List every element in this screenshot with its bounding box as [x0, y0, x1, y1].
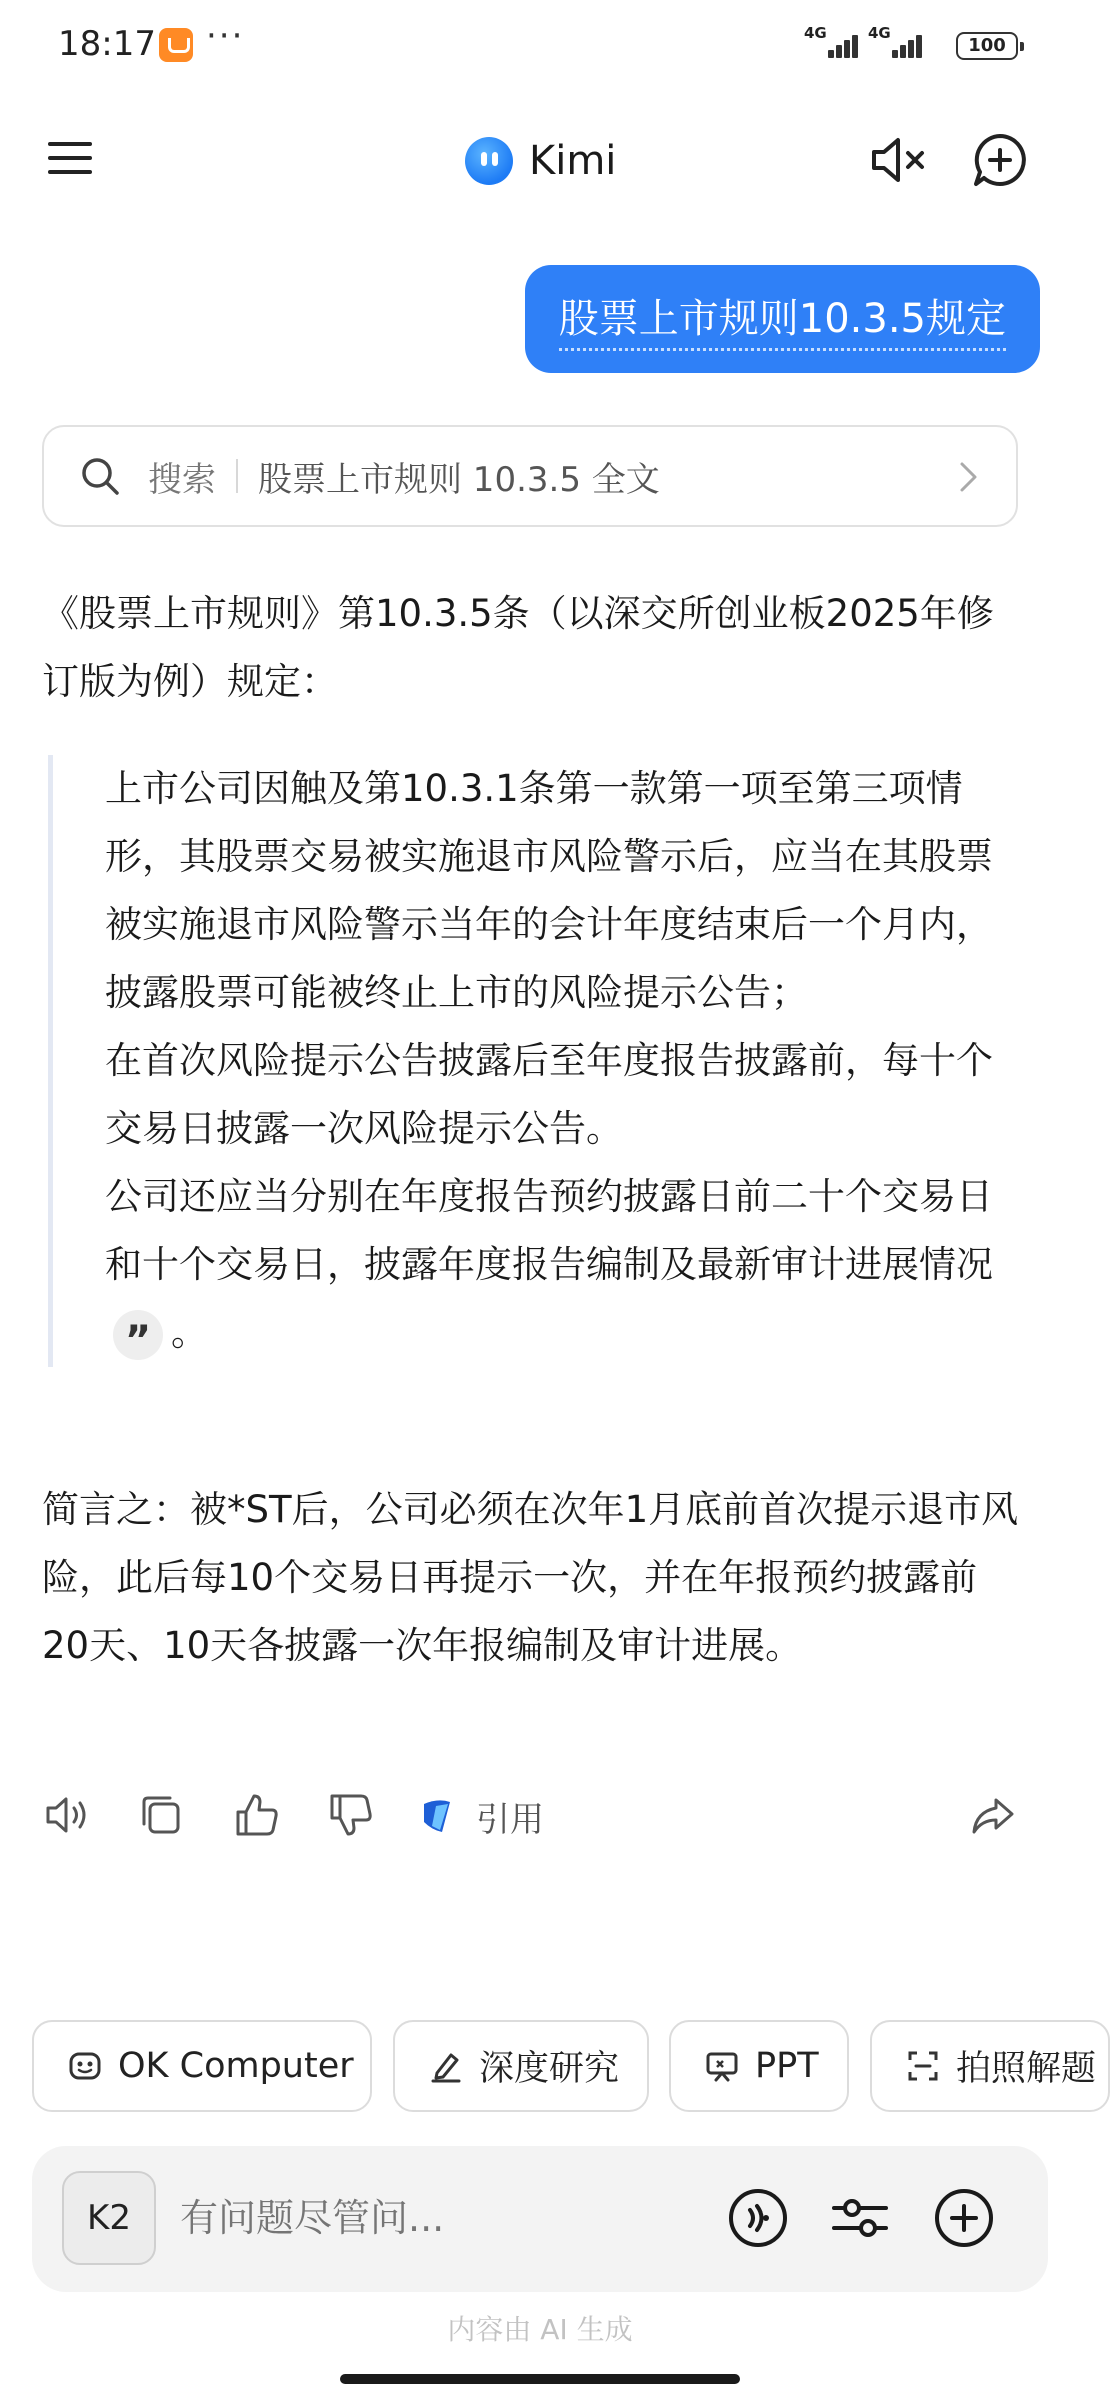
quote-paragraph: 在首次风险提示公告披露后至年度报告披露前，每十个交易日披露一次风险提示公告。 [105, 1039, 993, 1150]
model-selector-button[interactable]: K2 [62, 2171, 156, 2265]
chip-label: 拍照解题 [956, 2049, 1097, 2089]
quote-paragraph-last [105, 1163, 1020, 1367]
chevron-right-icon [958, 460, 980, 494]
chip-ok-computer[interactable] [32, 2020, 372, 2112]
new-chat-icon[interactable] [970, 130, 1030, 190]
shopping-app-icon [159, 28, 193, 62]
cite-button[interactable] [420, 1788, 544, 1844]
divider [236, 459, 238, 493]
user-message-text: 股票上市规则10.3.5规定 [559, 287, 1006, 351]
message-input[interactable] [180, 2186, 720, 2250]
answer-intro: 《股票上市规则》第10.3.5条（以深交所创业板2025年修订版为例）规定： [42, 592, 994, 703]
search-result-card[interactable] [42, 425, 1018, 527]
chip-label: PPT [755, 2046, 819, 2086]
quote-paragraph: 上市公司因触及第10.3.1条第一款第一项至第三项情形，其股票交易被实施退市风险警示后，应当在其股票被实施退市风险警示当年的会计年度结束后一个月内，披露股票可能被终止上市的风险提示公告； [105, 767, 993, 1014]
scan-icon [906, 2049, 940, 2083]
kimi-logo-icon [465, 137, 513, 185]
status-time: 18:17 [58, 24, 156, 64]
thumbs-up-icon[interactable] [232, 1790, 282, 1840]
presentation-icon [705, 2049, 739, 2083]
search-query: 股票上市规则 10.3.5 全文 [258, 459, 660, 500]
settings-sliders-icon[interactable] [828, 2186, 892, 2250]
signal-strength-icon: 4G [804, 26, 866, 62]
read-aloud-icon[interactable] [42, 1790, 92, 1840]
search-label: 搜索 [148, 459, 216, 500]
pen-icon [429, 2049, 463, 2083]
app-title: Kimi [529, 138, 617, 184]
chip-label: OK Computer [118, 2046, 354, 2086]
signal-strength-icon-2: 4G [868, 26, 930, 62]
thumbs-down-icon[interactable] [326, 1790, 376, 1840]
quick-actions-row [32, 2020, 1097, 2112]
message-composer [32, 2146, 1048, 2292]
chip-photo-solve[interactable] [870, 2020, 1110, 2112]
share-icon[interactable] [968, 1790, 1018, 1840]
voice-call-icon[interactable] [726, 2186, 790, 2250]
chip-deep-research[interactable] [393, 2020, 649, 2112]
cite-logo-icon [420, 1796, 456, 1836]
chip-ppt[interactable] [669, 2020, 849, 2112]
more-notifications-icon: ··· [206, 16, 245, 56]
speaker-mute-icon[interactable] [868, 132, 928, 188]
robot-face-icon [68, 2049, 102, 2083]
cite-label: 引用 [476, 1799, 544, 1840]
message-action-bar [0, 1780, 1080, 1850]
citation-quote-icon[interactable]: ” [113, 1310, 163, 1360]
battery-icon: 100 [956, 32, 1018, 60]
quote-paragraph: 公司还应当分别在年度报告预约披露日前二十个交易日和十个交易日，披露年度报告编制及最新审计进展情况 [105, 1175, 993, 1286]
ai-disclaimer: 内容由 AI 生成 [447, 2313, 633, 2346]
answer-summary: 简言之：被*ST后，公司必须在次年1月底前首次提示退市风险，此后每10个交易日再提示一次，并在年报预约披露前20天、10天各披露一次年报编制及审计进展。 [42, 1488, 1019, 1667]
home-indicator[interactable] [340, 2374, 740, 2384]
user-message-bubble[interactable] [525, 265, 1040, 373]
copy-icon[interactable] [136, 1790, 186, 1840]
quote-block [48, 755, 1020, 1367]
quote-end-punct: 。 [171, 1311, 208, 1354]
chip-label: 深度研究 [479, 2049, 620, 2089]
menu-icon[interactable] [48, 138, 94, 178]
add-attachment-icon[interactable] [932, 2186, 996, 2250]
app-header [0, 110, 1080, 210]
search-icon [80, 456, 120, 496]
app-brand [465, 134, 616, 188]
status-bar [0, 0, 1080, 92]
